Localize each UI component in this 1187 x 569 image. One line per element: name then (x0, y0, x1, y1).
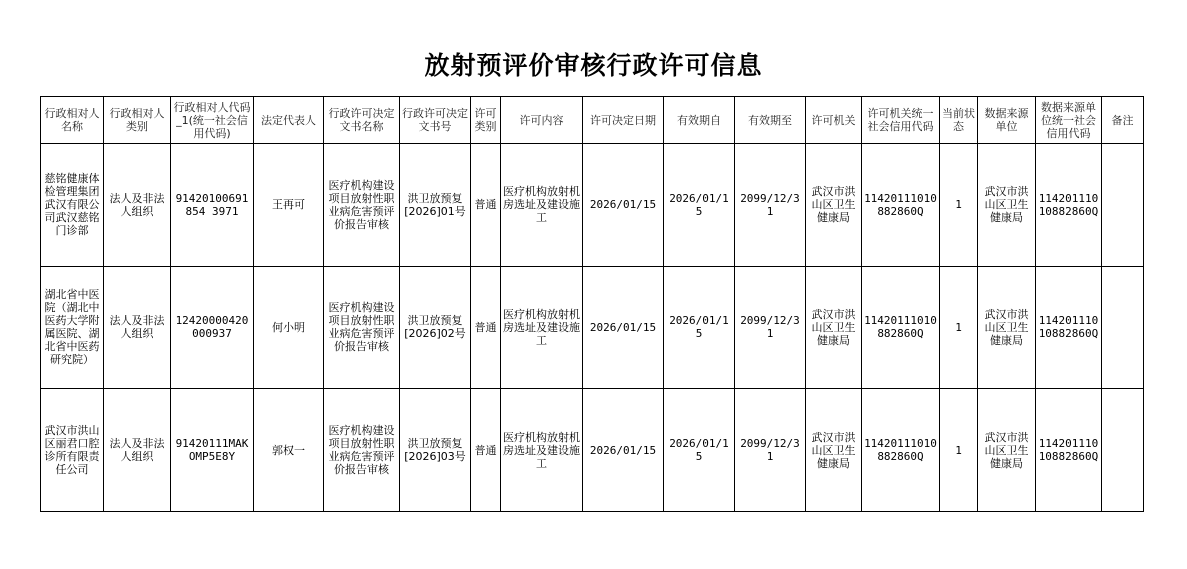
header-cell: 数据来源单位 (978, 97, 1036, 144)
cell-permit-type: 普通 (471, 144, 501, 267)
cell-permit-type: 普通 (471, 266, 501, 389)
header-cell: 行政相对人类别 (104, 97, 171, 144)
cell-source-code: 11420111010882860Q (1036, 144, 1102, 267)
cell-decision-date: 2026/01/15 (583, 144, 664, 267)
header-cell: 许可类别 (471, 97, 501, 144)
header-cell: 行政相对人名称 (41, 97, 104, 144)
cell-permit-content: 医疗机构放射机房选址及建设施工 (501, 144, 583, 267)
cell-authority-code: 11420111010882860Q (862, 389, 940, 512)
cell-legal-rep: 王再可 (254, 144, 324, 267)
cell-name: 武汉市洪山区丽君口腔诊所有限责任公司 (41, 389, 104, 512)
cell-category: 法人及非法人组织 (104, 389, 171, 512)
page-title: 放射预评价审核行政许可信息 (424, 51, 763, 80)
cell-remark (1102, 144, 1144, 267)
header-cell: 行政许可决定文书号 (400, 97, 471, 144)
cell-source-code: 11420111010882860Q (1036, 389, 1102, 512)
header-cell: 有效期至 (735, 97, 806, 144)
cell-valid-to: 2099/12/31 (735, 144, 806, 267)
cell-remark (1102, 266, 1144, 389)
cell-valid-to: 2099/12/31 (735, 266, 806, 389)
header-cell: 有效期自 (664, 97, 735, 144)
cell-status: 1 (940, 389, 978, 512)
header-cell: 许可决定日期 (583, 97, 664, 144)
header-cell: 行政许可决定文书名称 (324, 97, 400, 144)
header-cell: 许可机关统一社会信用代码 (862, 97, 940, 144)
cell-permit-content: 医疗机构放射机房选址及建设施工 (501, 266, 583, 389)
cell-authority: 武汉市洪山区卫生健康局 (806, 144, 862, 267)
cell-name: 慈铭健康体检管理集团武汉有限公司武汉慈铭门诊部 (41, 144, 104, 267)
cell-doc-name: 医疗机构建设项目放射性职业病危害预评价报告审核 (324, 266, 400, 389)
cell-name: 湖北省中医院（湖北中医药大学附属医院、湖北省中医药研究院） (41, 266, 104, 389)
cell-authority: 武汉市洪山区卫生健康局 (806, 266, 862, 389)
cell-remark (1102, 389, 1144, 512)
header-cell: 当前状态 (940, 97, 978, 144)
header-cell: 数据来源单位统一社会信用代码 (1036, 97, 1102, 144)
permit-table (40, 96, 1144, 512)
header-cell: 行政相对人代码_1(统一社会信用代码) (171, 97, 254, 144)
cell-valid-from: 2026/01/15 (664, 144, 735, 267)
cell-valid-to: 2099/12/31 (735, 389, 806, 512)
header-cell: 备注 (1102, 97, 1144, 144)
table-row (41, 389, 1144, 512)
cell-doc-name: 医疗机构建设项目放射性职业病危害预评价报告审核 (324, 144, 400, 267)
table-header-row (41, 97, 1144, 144)
cell-authority-code: 11420111010882860Q (862, 144, 940, 267)
cell-category: 法人及非法人组织 (104, 144, 171, 267)
cell-source-code: 11420111010882860Q (1036, 266, 1102, 389)
cell-doc-no: 洪卫放预复[2026]02号 (400, 266, 471, 389)
cell-code: 91420100691854 3971 (171, 144, 254, 267)
cell-permit-type: 普通 (471, 389, 501, 512)
cell-decision-date: 2026/01/15 (583, 266, 664, 389)
header-cell: 许可内容 (501, 97, 583, 144)
cell-authority: 武汉市洪山区卫生健康局 (806, 389, 862, 512)
table-row (41, 266, 1144, 389)
cell-valid-from: 2026/01/15 (664, 389, 735, 512)
cell-status: 1 (940, 144, 978, 267)
header-cell: 许可机关 (806, 97, 862, 144)
cell-valid-from: 2026/01/15 (664, 266, 735, 389)
cell-legal-rep: 郭权一 (254, 389, 324, 512)
cell-doc-name: 医疗机构建设项目放射性职业病危害预评价报告审核 (324, 389, 400, 512)
cell-doc-no: 洪卫放预复[2026]01号 (400, 144, 471, 267)
cell-category: 法人及非法人组织 (104, 266, 171, 389)
cell-source-unit: 武汉市洪山区卫生健康局 (978, 144, 1036, 267)
cell-permit-content: 医疗机构放射机房选址及建设施工 (501, 389, 583, 512)
cell-doc-no: 洪卫放预复[2026]03号 (400, 389, 471, 512)
cell-source-unit: 武汉市洪山区卫生健康局 (978, 389, 1036, 512)
cell-code: 91420111MAKOMP5E8Y (171, 389, 254, 512)
cell-status: 1 (940, 266, 978, 389)
cell-legal-rep: 何小明 (254, 266, 324, 389)
cell-authority-code: 11420111010882860Q (862, 266, 940, 389)
cell-source-unit: 武汉市洪山区卫生健康局 (978, 266, 1036, 389)
header-cell: 法定代表人 (254, 97, 324, 144)
cell-decision-date: 2026/01/15 (583, 389, 664, 512)
table-row (41, 144, 1144, 267)
cell-code: 12420000420000937 (171, 266, 254, 389)
